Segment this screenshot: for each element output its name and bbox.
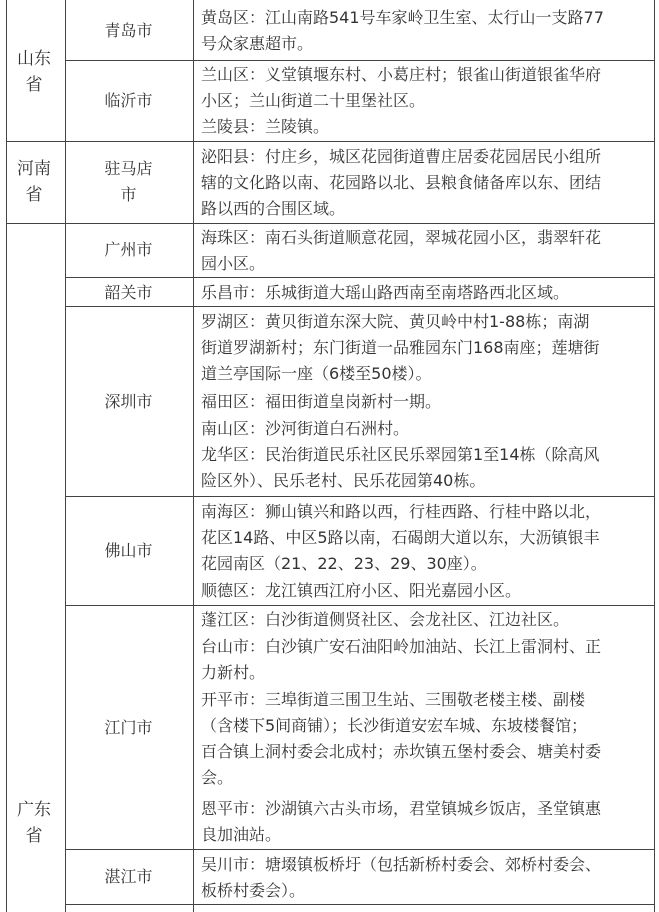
city-cell-shaoguan: 韶关市 bbox=[104, 283, 153, 302]
area-text-lechang: 乐昌市：乐城街道大瑶山路西南至南塔路西北区域。 bbox=[201, 283, 570, 302]
row-divider bbox=[65, 496, 655, 497]
city-cell-linyi: 临沂市 bbox=[104, 91, 153, 110]
area-text-nanhai: 南海区：狮山镇兴和路以西，行桂西路、行桂中路以北， 花区14路、中区5路以南，石碣朗大道以东，大沥镇银丰 花园南区（21、22、23、29、30座）。 bbox=[201, 502, 602, 573]
city-cell-shenzhen: 深圳市 bbox=[104, 392, 153, 411]
area-text-futian: 福田区：福田街道皇岗新村一期。 bbox=[201, 392, 442, 411]
area-text-lanshan: 兰山区：义堂镇堰东村、小葛庄村；银雀山街道银雀华府 小区；兰山街道二十里堡社区。 bbox=[201, 65, 602, 110]
row-divider bbox=[6, 223, 655, 224]
area-text-shunde: 顺德区：龙江镇西江府小区、阳光嘉园小区。 bbox=[201, 581, 522, 600]
row-divider bbox=[65, 306, 655, 307]
area-text-wuchuan: 吴川市：塘㙍镇板桥圩（包括新桥村委会、郊桥村委会、 板桥村委会）。 bbox=[201, 855, 602, 900]
area-text-luohu: 罗湖区：黄贝街道东深大院、黄贝岭中村1-88栋；南湖 街道罗湖新村；东门街道一品雅园东门168南座；莲塘街 道兰亭国际一座（6楼至50楼）。 bbox=[201, 312, 600, 383]
table-border-left bbox=[6, 0, 7, 912]
area-text-kaiping: 开平市：三埠街道三围卫生站、三围敬老楼主楼、副楼 （含楼下5间商铺）；长沙街道安宏车城、东坡楼餐馆； 百合镇上洞村委会北成村；赤坎镇五堡村委会、塘美村委 会。 bbox=[201, 690, 602, 787]
area-text-lanling: 兰陵县：兰陵镇。 bbox=[201, 117, 330, 136]
area-text-huangdao: 黄岛区：江山南路541号车家岭卫生室、太行山一支路77 号众家惠超市。 bbox=[201, 8, 604, 53]
province-cell-shandong: 山东 省 bbox=[17, 49, 51, 95]
row-divider bbox=[65, 277, 655, 278]
city-cell-zhumadian: 驻马店 市 bbox=[104, 159, 153, 204]
city-cell-zhanjiang: 湛江市 bbox=[104, 867, 153, 886]
area-text-biyang: 泌阳县：付庄乡，城区花园街道曹庄居委花园居民小组所 辖的文化路以南、花园路以北、县粮食储备库以东、团结 路以西的合围区域。 bbox=[201, 147, 602, 218]
table-border-right bbox=[654, 0, 655, 912]
area-text-pengjiang: 蓬江区：白沙街道侧贤社区、会龙社区、江边社区。 bbox=[201, 610, 570, 629]
row-divider bbox=[6, 141, 655, 142]
province-cell-guangdong: 广东 省 bbox=[17, 800, 51, 846]
area-text-enping: 恩平市：沙湖镇六古头市场，君堂镇城乡饭店，圣堂镇惠 良加油站。 bbox=[201, 799, 602, 844]
city-cell-foshan: 佛山市 bbox=[104, 541, 153, 560]
city-cell-qingdao: 青岛市 bbox=[104, 21, 153, 40]
row-divider bbox=[65, 904, 655, 905]
area-text-taishan: 台山市：白沙镇广安石油阳岭加油站、长江上雷洞村、正 力新村。 bbox=[201, 637, 602, 682]
area-text-nanshan: 南山区：沙河街道白石洲村。 bbox=[201, 419, 410, 438]
city-cell-guangzhou: 广州市 bbox=[104, 240, 153, 259]
area-text-haizhu: 海珠区：南石头街道顺意花园，翠城花园小区，翡翠轩花 园小区。 bbox=[201, 228, 602, 273]
city-column-divider bbox=[193, 0, 194, 912]
province-column-divider bbox=[65, 0, 66, 912]
city-cell-jiangmen: 江门市 bbox=[104, 718, 153, 737]
area-text-longhua: 龙华区：民治街道民乐社区民乐翠园第1至14栋（除高风 险区外）、民乐老村、民乐花园第40栋。 bbox=[201, 445, 600, 490]
row-divider bbox=[65, 849, 655, 850]
row-divider bbox=[65, 605, 655, 606]
row-divider bbox=[65, 60, 655, 61]
province-cell-henan: 河南 省 bbox=[17, 159, 51, 205]
